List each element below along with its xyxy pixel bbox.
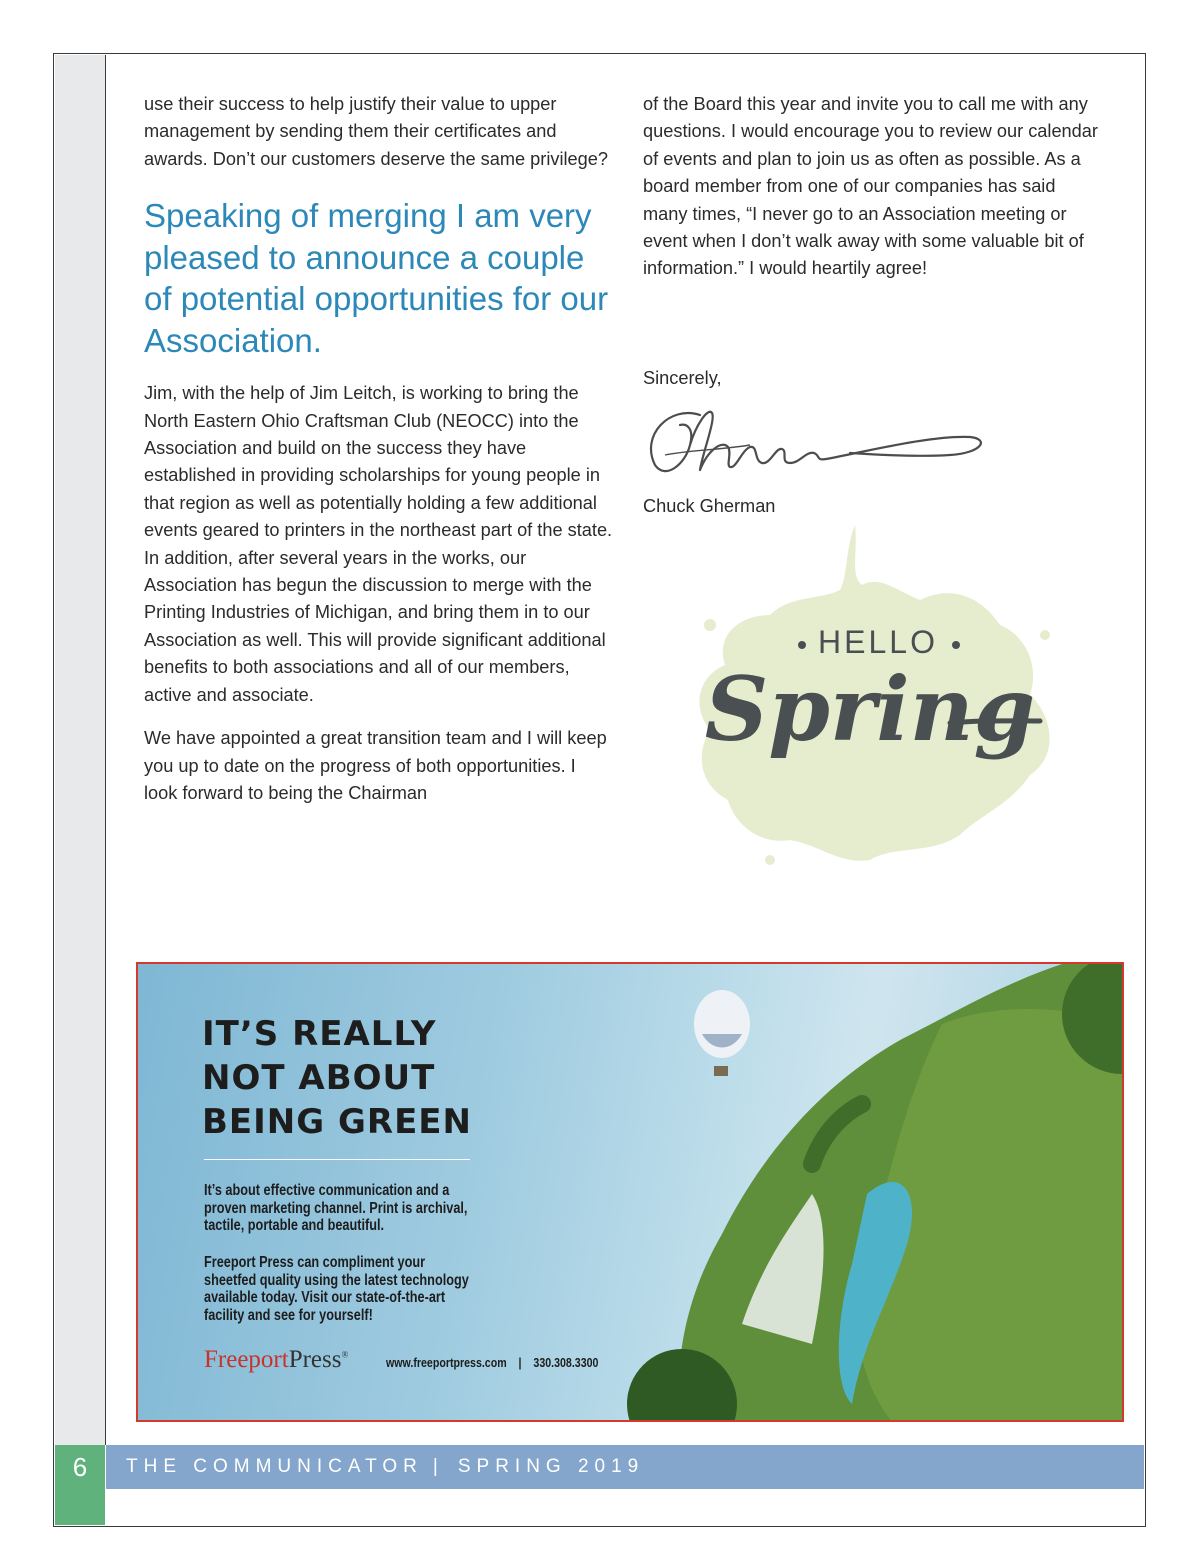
ad-copy: Freeport Press can compliment your sheetfed quality using the latest technology available today. Visit our state-of-the-art facility and see for yourself! [204,1254,469,1324]
footer-divider: | [432,1456,444,1477]
ad-headline [202,1012,472,1144]
right-column [643,91,1103,283]
hello-text: HELLO [818,624,938,660]
headline-divider [204,1159,470,1160]
ad-phone: 330.308.3300 [533,1356,599,1370]
spring-text: Spring [704,657,1036,761]
publication-title: THE COMMUNICATOR [126,1456,423,1477]
dot-icon [952,641,960,649]
signer-name: Chuck Gherman [643,496,776,516]
logo-press: Press [288,1346,342,1373]
issue-label: SPRING 2019 [457,1456,645,1477]
contact-separator: | [518,1356,522,1370]
ad-website-link[interactable]: www.freeportpress.com [386,1356,507,1370]
headline-line: IT’S REALLY [202,1014,437,1054]
logo-freeport: Freeport [204,1346,289,1373]
freeport-press-ad[interactable] [136,962,1124,1422]
registered-mark: ® [341,1349,349,1360]
ad-contact [386,1356,598,1370]
footer-bar [106,1445,1144,1489]
page-number: 6 [55,1445,105,1525]
pull-quote: Speaking of merging I am very pleased to announce a couple of potential opportunities for our Association. [144,197,609,359]
freeport-press-logo[interactable] [204,1346,348,1374]
body-paragraph: of the Board this year and invite you to call me with any questions. I would encourage you to review our calendar of events and plan to join us as often as possible. As a board member from one of our companies has said many times, “I never go to an Association meeting or event when I don’t walk away with some valuable bit of information.” I would heartily agree! [643,94,1098,279]
earth-landscape-illustration [562,964,1122,1422]
body-paragraph: Jim, with the help of Jim Leitch, is working to bring the North Eastern Ohio Craftsman Club (NEOCC) into the Association and build on the success they have established in providing scholarships for young people in that region as well as potentially holding a few additional events geared to printers in the northeast part of the state. In addition, after several years in the works, our Association has begun the discussion to merge with the Printing Industries of Michigan, and bring them in to our Association as well. This will provide significant additional benefits to both associations and all of our members, active and associate. [144,383,613,705]
hello-spring-graphic [680,515,1070,875]
headline-line: NOT ABOUT [202,1058,436,1098]
page-footer [55,1445,1144,1525]
side-strip [55,55,106,1445]
left-column [144,91,614,807]
dot-icon [798,641,806,649]
body-paragraph: We have appointed a great transition team and I will keep you up to date on the progress of both opportunities. I look forward to being the Chairman [144,728,607,803]
signoff: Sincerely, [643,368,722,388]
signature-image [630,395,990,485]
headline-line: BEING GREEN [202,1102,472,1142]
body-paragraph: use their success to help justify their value to upper management by sending them their certificates and awards. Don’t our customers deserve the same privilege? [144,94,608,169]
ad-copy: It’s about effective communication and a proven marketing channel. Print is archival, tactile, portable and beautiful. [204,1182,468,1234]
